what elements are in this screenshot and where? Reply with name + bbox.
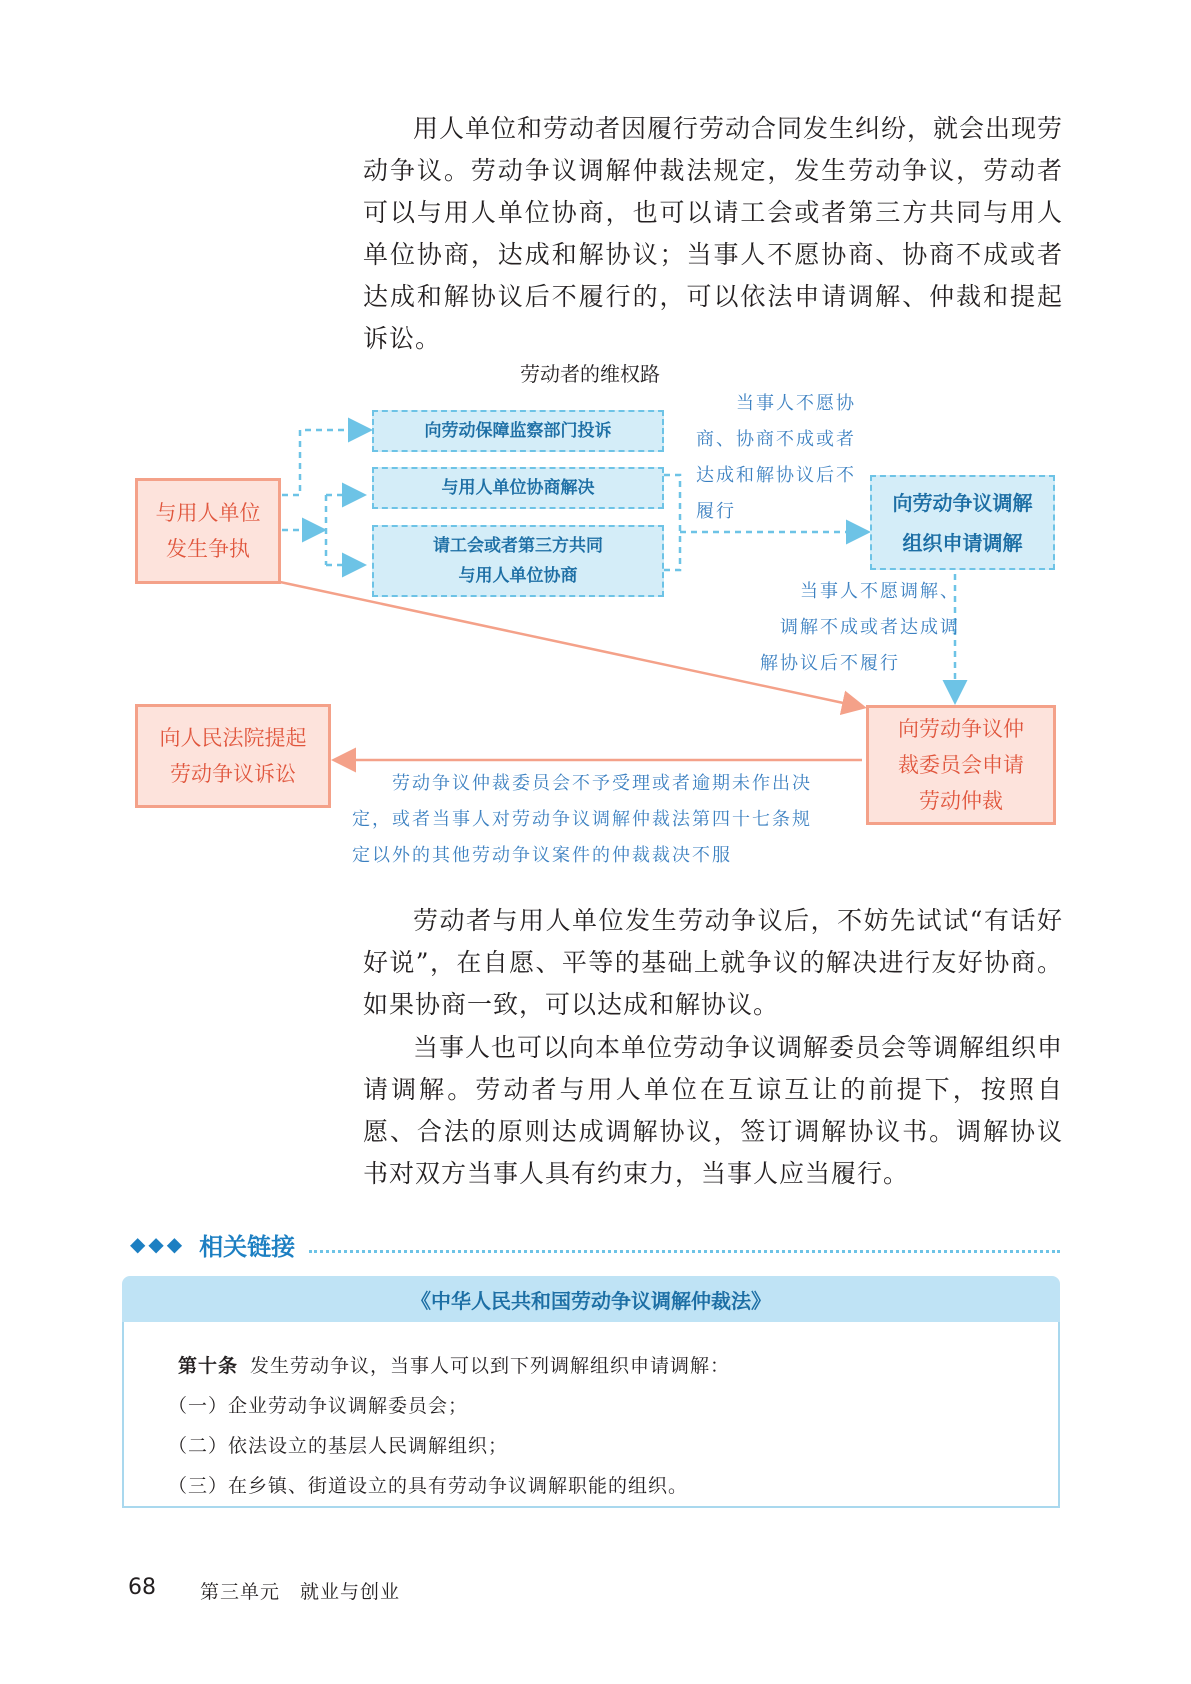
union-line-2: 与用人单位协商 xyxy=(458,566,578,586)
mediation-paragraph: 当事人也可以向本单位劳动争议调解委员会等调解组织申请调解。劳动者与用人单位在互谅互让的前提下，按照自愿、合法的原则达成调解协议，签订调解协议书。调解协议书对双方当事人具有约束力，当事人应当履行。 xyxy=(363,1033,1064,1188)
note2-line-1: 当事人不愿调解、 xyxy=(800,581,960,602)
law-title-bar: 《中华人民共和国劳动争议调解仲裁法》 xyxy=(122,1276,1060,1322)
note-negotiation-failed xyxy=(696,386,856,530)
lawsuit-box xyxy=(135,704,331,808)
law-item-3: （三）在乡镇、街道设立的具有劳动争议调解职能的组织。 xyxy=(168,1475,689,1497)
related-link-title: 相关链接 xyxy=(199,1232,296,1261)
article-label: 第十条 xyxy=(178,1355,239,1377)
note3-line-1: 劳动争议仲裁委员会不予受理或者逾期未作出决 xyxy=(392,773,812,794)
mediation-box xyxy=(870,475,1055,570)
arbitration-line-2: 裁委员会申请 xyxy=(898,753,1024,777)
negotiation-paragraph: 劳动者与用人单位发生劳动争议后，不妨先试试“有话好好说”，在自愿、平等的基础上就争议的解决进行友好协商。如果协商一致，可以达成和解协议。 xyxy=(363,906,1063,1019)
note3-line-3: 定以外的其他劳动争议案件的仲裁裁决不服 xyxy=(352,845,732,866)
note-mediation-failed xyxy=(760,574,960,682)
note-arbitration xyxy=(352,766,852,874)
mediation-line-1: 向劳动争议调解 xyxy=(892,490,1033,515)
union-box xyxy=(372,525,664,597)
section-title: 第三单元 就业与创业 xyxy=(200,1581,401,1603)
arbitration-line-3: 劳动仲裁 xyxy=(919,789,1003,813)
intro-paragraph: 用人单位和劳动者因履行劳动合同发生纠纷，就会出现劳动争议。劳动争议调解仲裁法规定，发生劳动争议，劳动者可以与用人单位协商，也可以请工会或者第三方共同与用人单位协商，达成和解协议；当事人不愿协商、协商不成或者达成和解协议后不履行的，可以依法申请调解、仲裁和提起诉讼。 xyxy=(363,114,1064,353)
note1-line-2: 商、协商不成或者 xyxy=(696,429,856,450)
negotiate-box: 与用人单位协商解决 xyxy=(372,467,664,509)
note2-line-3: 解协议后不履行 xyxy=(760,653,900,674)
article-line xyxy=(178,1346,1058,1386)
law-content-box xyxy=(122,1322,1060,1508)
start-line-2: 发生争执 xyxy=(166,537,250,561)
law-item-1: （一）企业劳动争议调解委员会； xyxy=(168,1395,469,1417)
note3-line-2: 定，或者当事人对劳动争议调解仲裁法第四十七条规 xyxy=(352,809,812,830)
lawsuit-line-2: 劳动争议诉讼 xyxy=(170,762,296,786)
law-item-2: （二）依法设立的基层人民调解组织； xyxy=(168,1435,509,1457)
start-dispute-box xyxy=(135,478,281,584)
article-text: 发生劳动争议，当事人可以到下列调解组织申请调解： xyxy=(250,1355,731,1377)
page-number: 68 xyxy=(128,1575,156,1600)
mediation-line-2: 组织申请调解 xyxy=(902,530,1023,555)
note2-line-2: 调解不成或者达成调 xyxy=(780,617,960,638)
arbitration-line-1: 向劳动争议仲 xyxy=(898,717,1024,741)
diagram-title: 劳动者的维权路 xyxy=(520,362,660,386)
note1-line-3: 达成和解协议后不 xyxy=(696,465,856,486)
lawsuit-line-1: 向人民法院提起 xyxy=(159,726,307,750)
arbitration-box xyxy=(866,705,1056,825)
complaint-box: 向劳动保障监察部门投诉 xyxy=(372,410,664,452)
start-line-1: 与用人单位 xyxy=(155,501,261,525)
union-line-1: 请工会或者第三方共同 xyxy=(433,536,603,556)
related-link-header xyxy=(130,1228,1060,1260)
dotted-divider xyxy=(309,1236,1060,1253)
note1-line-4: 履行 xyxy=(696,501,736,522)
diamond-bullets-icon: ◆◆◆ xyxy=(130,1232,186,1256)
note1-line-1: 当事人不愿协 xyxy=(736,393,856,414)
